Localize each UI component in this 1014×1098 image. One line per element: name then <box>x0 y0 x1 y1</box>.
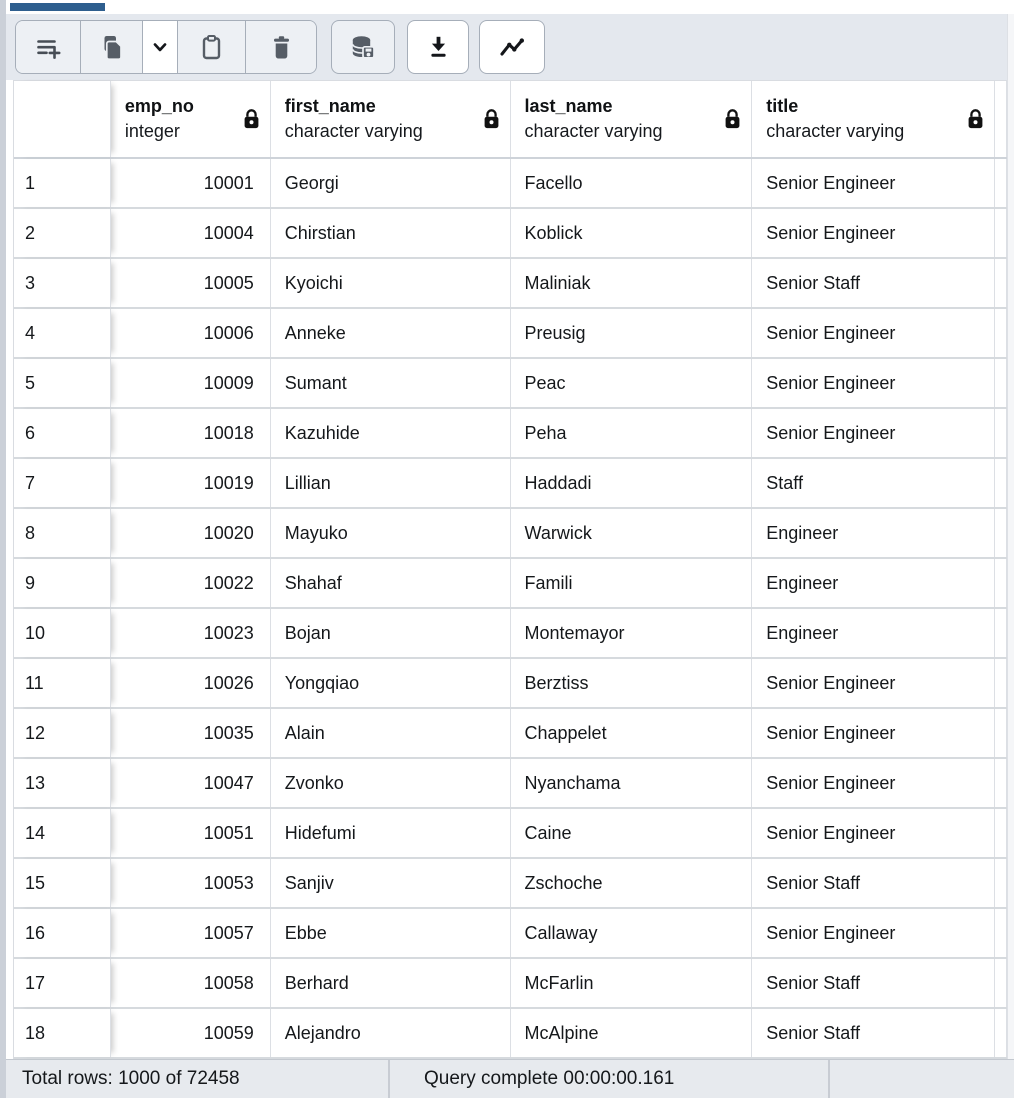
chevron-down-icon <box>147 34 173 60</box>
cell-last_name[interactable]: Peha <box>511 409 753 457</box>
cell-title[interactable]: Staff <box>752 459 995 507</box>
cell-emp_no[interactable]: 10026 <box>111 659 271 707</box>
save-data-changes-button[interactable] <box>331 20 395 74</box>
column-name: emp_no <box>124 96 194 116</box>
cell-partial <box>995 1009 1007 1057</box>
row-number[interactable]: 15 <box>14 859 111 907</box>
cell-emp_no[interactable]: 10001 <box>111 159 271 207</box>
download-results-button[interactable] <box>407 20 469 74</box>
cell-emp_no[interactable]: 10004 <box>111 209 271 257</box>
copy-button[interactable] <box>80 21 142 73</box>
copy-icon <box>97 33 126 62</box>
row-number-header[interactable] <box>14 81 111 157</box>
status-bar <box>6 1059 1014 1098</box>
chart-line-icon <box>497 33 527 62</box>
cell-title[interactable]: Senior Engineer <box>752 759 995 807</box>
cell-last_name[interactable]: Warwick <box>511 509 753 557</box>
cell-last_name[interactable]: Facello <box>511 159 753 207</box>
cell-emp_no[interactable]: 10018 <box>111 409 271 457</box>
cell-emp_no[interactable]: 10006 <box>111 309 271 357</box>
column-header-first_name[interactable] <box>271 81 511 157</box>
row-number[interactable]: 7 <box>14 459 111 507</box>
cell-emp_no[interactable]: 10051 <box>111 809 271 857</box>
cell-title[interactable]: Senior Engineer <box>752 709 995 757</box>
add-row-button[interactable] <box>16 21 80 73</box>
column-header-emp_no[interactable] <box>111 81 271 157</box>
cell-title[interactable]: Senior Engineer <box>752 809 995 857</box>
cell-last_name[interactable]: Callaway <box>511 909 753 957</box>
cell-emp_no[interactable]: 10053 <box>111 859 271 907</box>
row-number[interactable]: 1 <box>14 159 111 207</box>
cell-title[interactable]: Senior Engineer <box>752 309 995 357</box>
row-number[interactable]: 13 <box>14 759 111 807</box>
cell-last_name[interactable]: Haddadi <box>511 459 753 507</box>
cell-emp_no[interactable]: 10035 <box>111 709 271 757</box>
table-row <box>14 709 1007 759</box>
cell-partial <box>995 859 1007 907</box>
table-row <box>14 609 1007 659</box>
status-spacer <box>830 1060 1014 1098</box>
grid-body <box>14 159 1007 1059</box>
cell-last_name[interactable]: Famili <box>511 559 753 607</box>
table-row <box>14 409 1007 459</box>
cell-partial <box>995 159 1007 207</box>
table-row <box>14 259 1007 309</box>
cell-title[interactable]: Senior Staff <box>752 859 995 907</box>
cell-partial <box>995 759 1007 807</box>
vertical-scrollbar[interactable] <box>1007 14 1014 1059</box>
row-number[interactable]: 3 <box>14 259 111 307</box>
row-number[interactable]: 4 <box>14 309 111 357</box>
cell-title[interactable]: Senior Staff <box>752 1009 995 1057</box>
row-number[interactable]: 6 <box>14 409 111 457</box>
lock-icon <box>482 108 501 131</box>
cell-first_name[interactable]: Sumant <box>271 359 511 407</box>
row-number[interactable]: 9 <box>14 559 111 607</box>
cell-title[interactable]: Senior Engineer <box>752 659 995 707</box>
cell-partial <box>995 409 1007 457</box>
table-row <box>14 459 1007 509</box>
cell-partial <box>995 709 1007 757</box>
cell-partial <box>995 909 1007 957</box>
cell-first_name[interactable]: Chirstian <box>271 209 511 257</box>
cell-emp_no[interactable]: 10009 <box>111 359 271 407</box>
table-row <box>14 659 1007 709</box>
cell-first_name[interactable]: Bojan <box>271 609 511 657</box>
table-row <box>14 359 1007 409</box>
cell-last_name[interactable]: Peac <box>511 359 753 407</box>
cell-first_name[interactable]: Hidefumi <box>271 809 511 857</box>
graph-visualiser-button[interactable] <box>479 20 545 74</box>
table-row <box>14 1009 1007 1059</box>
row-number[interactable]: 2 <box>14 209 111 257</box>
cell-title[interactable]: Senior Engineer <box>752 209 995 257</box>
row-number[interactable]: 17 <box>14 959 111 1007</box>
cell-first_name[interactable]: Zvonko <box>271 759 511 807</box>
cell-partial <box>995 259 1007 307</box>
cell-last_name[interactable]: Berztiss <box>511 659 753 707</box>
panel-edge <box>0 0 6 1098</box>
cell-title[interactable]: Senior Engineer <box>752 159 995 207</box>
cell-first_name[interactable]: Shahaf <box>271 559 511 607</box>
column-type: character varying <box>284 121 423 141</box>
cell-partial <box>995 309 1007 357</box>
cell-partial <box>995 459 1007 507</box>
column-name: last_name <box>524 96 613 116</box>
cell-emp_no[interactable]: 10023 <box>111 609 271 657</box>
status-query-complete: Query complete 00:00:00.161 <box>390 1060 830 1098</box>
table-row <box>14 759 1007 809</box>
cell-emp_no[interactable]: 10059 <box>111 1009 271 1057</box>
cell-emp_no[interactable]: 10022 <box>111 559 271 607</box>
cell-last_name[interactable]: Koblick <box>511 209 753 257</box>
copy-options-dropdown[interactable] <box>142 21 177 73</box>
cell-first_name[interactable]: Anneke <box>271 309 511 357</box>
cell-partial <box>995 959 1007 1007</box>
cell-emp_no[interactable]: 10020 <box>111 509 271 557</box>
grid-header <box>14 81 1007 159</box>
cell-title[interactable]: Senior Engineer <box>752 909 995 957</box>
row-number[interactable]: 14 <box>14 809 111 857</box>
cell-title[interactable]: Senior Staff <box>752 959 995 1007</box>
column-header-last_name[interactable] <box>511 81 753 157</box>
column-header-partial <box>995 81 1007 157</box>
lock-icon <box>966 108 985 131</box>
database-save-icon <box>348 33 378 62</box>
trash-icon <box>267 33 296 62</box>
cell-emp_no[interactable]: 10057 <box>111 909 271 957</box>
cell-first_name[interactable]: Kazuhide <box>271 409 511 457</box>
cell-title[interactable]: Engineer <box>752 559 995 607</box>
cell-title[interactable]: Engineer <box>752 609 995 657</box>
cell-first_name[interactable]: Yongqiao <box>271 659 511 707</box>
delete-button[interactable] <box>245 21 316 73</box>
cell-last_name[interactable]: Maliniak <box>511 259 753 307</box>
cell-last_name[interactable]: Nyanchama <box>511 759 753 807</box>
row-number[interactable]: 10 <box>14 609 111 657</box>
cell-partial <box>995 509 1007 557</box>
results-toolbar <box>6 14 1007 80</box>
data-grid <box>13 80 1007 1059</box>
edit-button-group <box>15 20 317 74</box>
cell-first_name[interactable]: Sanjiv <box>271 859 511 907</box>
cell-title[interactable]: Engineer <box>752 509 995 557</box>
column-name: title <box>766 96 799 116</box>
cell-last_name[interactable]: McFarlin <box>511 959 753 1007</box>
cell-partial <box>995 659 1007 707</box>
add-row-icon <box>34 33 63 62</box>
table-row <box>14 509 1007 559</box>
paste-icon <box>197 33 226 62</box>
cell-first_name[interactable]: Ebbe <box>271 909 511 957</box>
table-row <box>14 909 1007 959</box>
row-number[interactable]: 12 <box>14 709 111 757</box>
cell-title[interactable]: Senior Engineer <box>752 359 995 407</box>
cell-first_name[interactable]: Lillian <box>271 459 511 507</box>
row-number[interactable]: 8 <box>14 509 111 557</box>
cell-partial <box>995 809 1007 857</box>
column-name: first_name <box>284 96 376 116</box>
cell-first_name[interactable]: Alejandro <box>271 1009 511 1057</box>
cell-last_name[interactable]: Chappelet <box>511 709 753 757</box>
cell-first_name[interactable]: Georgi <box>271 159 511 207</box>
column-type: character varying <box>524 121 663 141</box>
table-row <box>14 159 1007 209</box>
cell-first_name[interactable]: Kyoichi <box>271 259 511 307</box>
download-icon <box>424 33 453 62</box>
cell-emp_no[interactable]: 10058 <box>111 959 271 1007</box>
cell-emp_no[interactable]: 10047 <box>111 759 271 807</box>
lock-icon <box>723 108 742 131</box>
table-row <box>14 559 1007 609</box>
row-number[interactable]: 18 <box>14 1009 111 1057</box>
cell-last_name[interactable]: Zschoche <box>511 859 753 907</box>
table-row <box>14 859 1007 909</box>
table-row <box>14 309 1007 359</box>
cell-partial <box>995 559 1007 607</box>
cell-last_name[interactable]: Caine <box>511 809 753 857</box>
cell-emp_no[interactable]: 10019 <box>111 459 271 507</box>
cell-partial <box>995 209 1007 257</box>
cell-title[interactable]: Senior Staff <box>752 259 995 307</box>
table-row <box>14 959 1007 1009</box>
table-row <box>14 809 1007 859</box>
table-row <box>14 209 1007 259</box>
cell-title[interactable]: Senior Engineer <box>752 409 995 457</box>
tab-bar <box>6 0 1014 14</box>
column-header-title[interactable] <box>752 81 995 157</box>
cell-last_name[interactable]: Preusig <box>511 309 753 357</box>
cell-last_name[interactable]: McAlpine <box>511 1009 753 1057</box>
cell-partial <box>995 359 1007 407</box>
cell-first_name[interactable]: Berhard <box>271 959 511 1007</box>
active-tab-indicator <box>10 3 105 11</box>
column-type: integer <box>124 121 180 141</box>
paste-button[interactable] <box>177 21 245 73</box>
cell-emp_no[interactable]: 10005 <box>111 259 271 307</box>
lock-icon <box>242 108 261 131</box>
row-number[interactable]: 5 <box>14 359 111 407</box>
cell-first_name[interactable]: Alain <box>271 709 511 757</box>
status-total-rows: Total rows: 1000 of 72458 <box>6 1060 390 1098</box>
cell-first_name[interactable]: Mayuko <box>271 509 511 557</box>
cell-partial <box>995 609 1007 657</box>
row-number[interactable]: 16 <box>14 909 111 957</box>
row-number[interactable]: 11 <box>14 659 111 707</box>
column-type: character varying <box>766 121 905 141</box>
cell-last_name[interactable]: Montemayor <box>511 609 753 657</box>
